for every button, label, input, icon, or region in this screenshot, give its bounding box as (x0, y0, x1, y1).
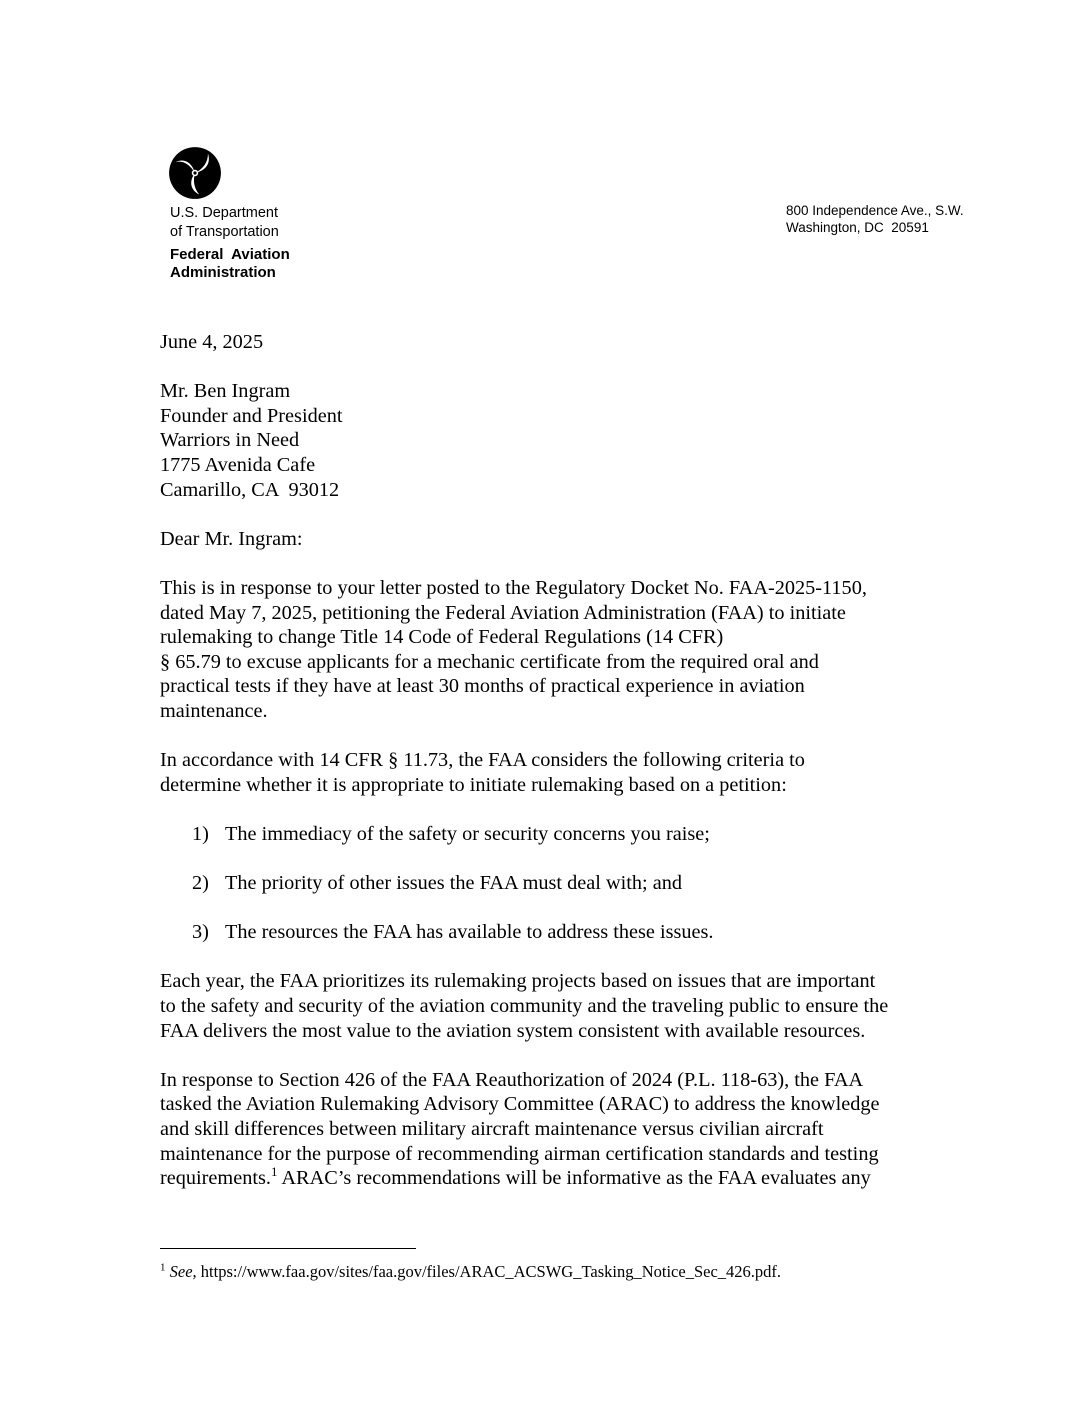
agency-line-1: Federal Aviation (170, 246, 290, 263)
text-after-footnote: ARAC’s recommendations will be informative as the FAA evaluates any (277, 1167, 871, 1190)
criteria-text: The priority of other issues the FAA must deal with; and (225, 872, 683, 895)
salutation: Dear Mr. Ingram: (160, 527, 303, 550)
paragraph-line: maintenance. (160, 699, 268, 722)
paragraph-line: § 65.79 to excuse applicants for a mechanic certificate from the required oral and (160, 650, 819, 673)
recipient-street: 1775 Avenida Cafe (160, 453, 316, 476)
footnote-reference[interactable]: 1 (270, 1164, 278, 1180)
footnote-url[interactable]: https://www.faa.gov/sites/faa.gov/files/ARAC_ACSWG_Tasking_Notice_Sec_426.pdf. (196, 1262, 782, 1281)
paragraph-response (160, 576, 940, 724)
recipient-city-state-zip: Camarillo, CA 93012 (160, 478, 340, 501)
footnote-see: See, (169, 1262, 197, 1281)
criteria-item-1 (192, 822, 940, 847)
agency-line-2: Administration (170, 264, 276, 281)
address-line-2: Washington, DC 20591 (786, 220, 929, 235)
paragraph-line: dated May 7, 2025, petitioning the Federal Aviation Administration (FAA) to initiate (160, 601, 846, 624)
paragraph-line: and skill differences between military aircraft maintenance versus civilian aircraft (160, 1118, 824, 1140)
paragraph-line: maintenance for the purpose of recommending airman certification standards and testing (160, 1142, 879, 1165)
recipient-title: Founder and President (160, 404, 343, 427)
agency-name-block (170, 204, 290, 282)
criteria-text: The resources the FAA has available to address these issues. (225, 921, 714, 944)
letter-body (160, 330, 940, 1215)
criteria-number: 2) (192, 872, 209, 895)
paragraph-line: rulemaking to change Title 14 Code of Federal Regulations (14 CFR) (160, 626, 724, 649)
department-line-1: U.S. Department (170, 205, 278, 221)
department-line-2: of Transportation (170, 224, 279, 240)
paragraph-line: This is in response to your letter posted to the Regulatory Docket No. FAA-2025-1150, (160, 576, 867, 599)
paragraph-line: practical tests if they have at least 30 months of practical experience in aviation (160, 675, 805, 698)
criteria-item-2 (192, 871, 940, 896)
criteria-number: 1) (192, 822, 209, 845)
paragraph-section-426 (160, 1068, 940, 1191)
recipient-organization: Warriors in Need (160, 429, 300, 452)
paragraph-line: In response to Section 426 of the FAA Reauthorization of 2024 (P.L. 118-63), the FAA (160, 1068, 864, 1091)
paragraph-priorities (160, 969, 940, 1043)
criteria-number: 3) (192, 921, 209, 944)
paragraph-line: FAA delivers the most value to the aviation system consistent with available resources. (160, 1019, 866, 1042)
paragraph-criteria-intro (160, 748, 940, 797)
criteria-text: The immediacy of the safety or security concerns you raise; (225, 822, 710, 845)
letter-date: June 4, 2025 (160, 331, 264, 353)
paragraph-line: In accordance with 14 CFR § 11.73, the FAA considers the following criteria to (160, 749, 805, 772)
paragraph-line-last (160, 1166, 940, 1191)
paragraph-line: tasked the Aviation Rulemaking Advisory Committee (ARAC) to address the knowledge (160, 1093, 880, 1116)
paragraph-line: determine whether it is appropriate to initiate rulemaking based on a petition: (160, 773, 787, 796)
dot-tri-swirl-icon (168, 146, 222, 200)
footnote-separator (160, 1248, 416, 1249)
address-line-1: 800 Independence Ave., S.W. (786, 203, 964, 218)
footnote-number: 1 (160, 1261, 166, 1274)
text-before-footnote: requirements. (160, 1167, 271, 1190)
criteria-item-3 (192, 920, 940, 945)
recipient-name: Mr. Ben Ingram (160, 380, 291, 403)
recipient-address (160, 379, 940, 502)
paragraph-line: Each year, the FAA prioritizes its rulemaking projects based on issues that are important (160, 970, 876, 993)
footnote (160, 1262, 781, 1282)
agency-address (786, 202, 964, 236)
paragraph-line: to the safety and security of the aviation community and the traveling public to ensure the (160, 995, 889, 1018)
